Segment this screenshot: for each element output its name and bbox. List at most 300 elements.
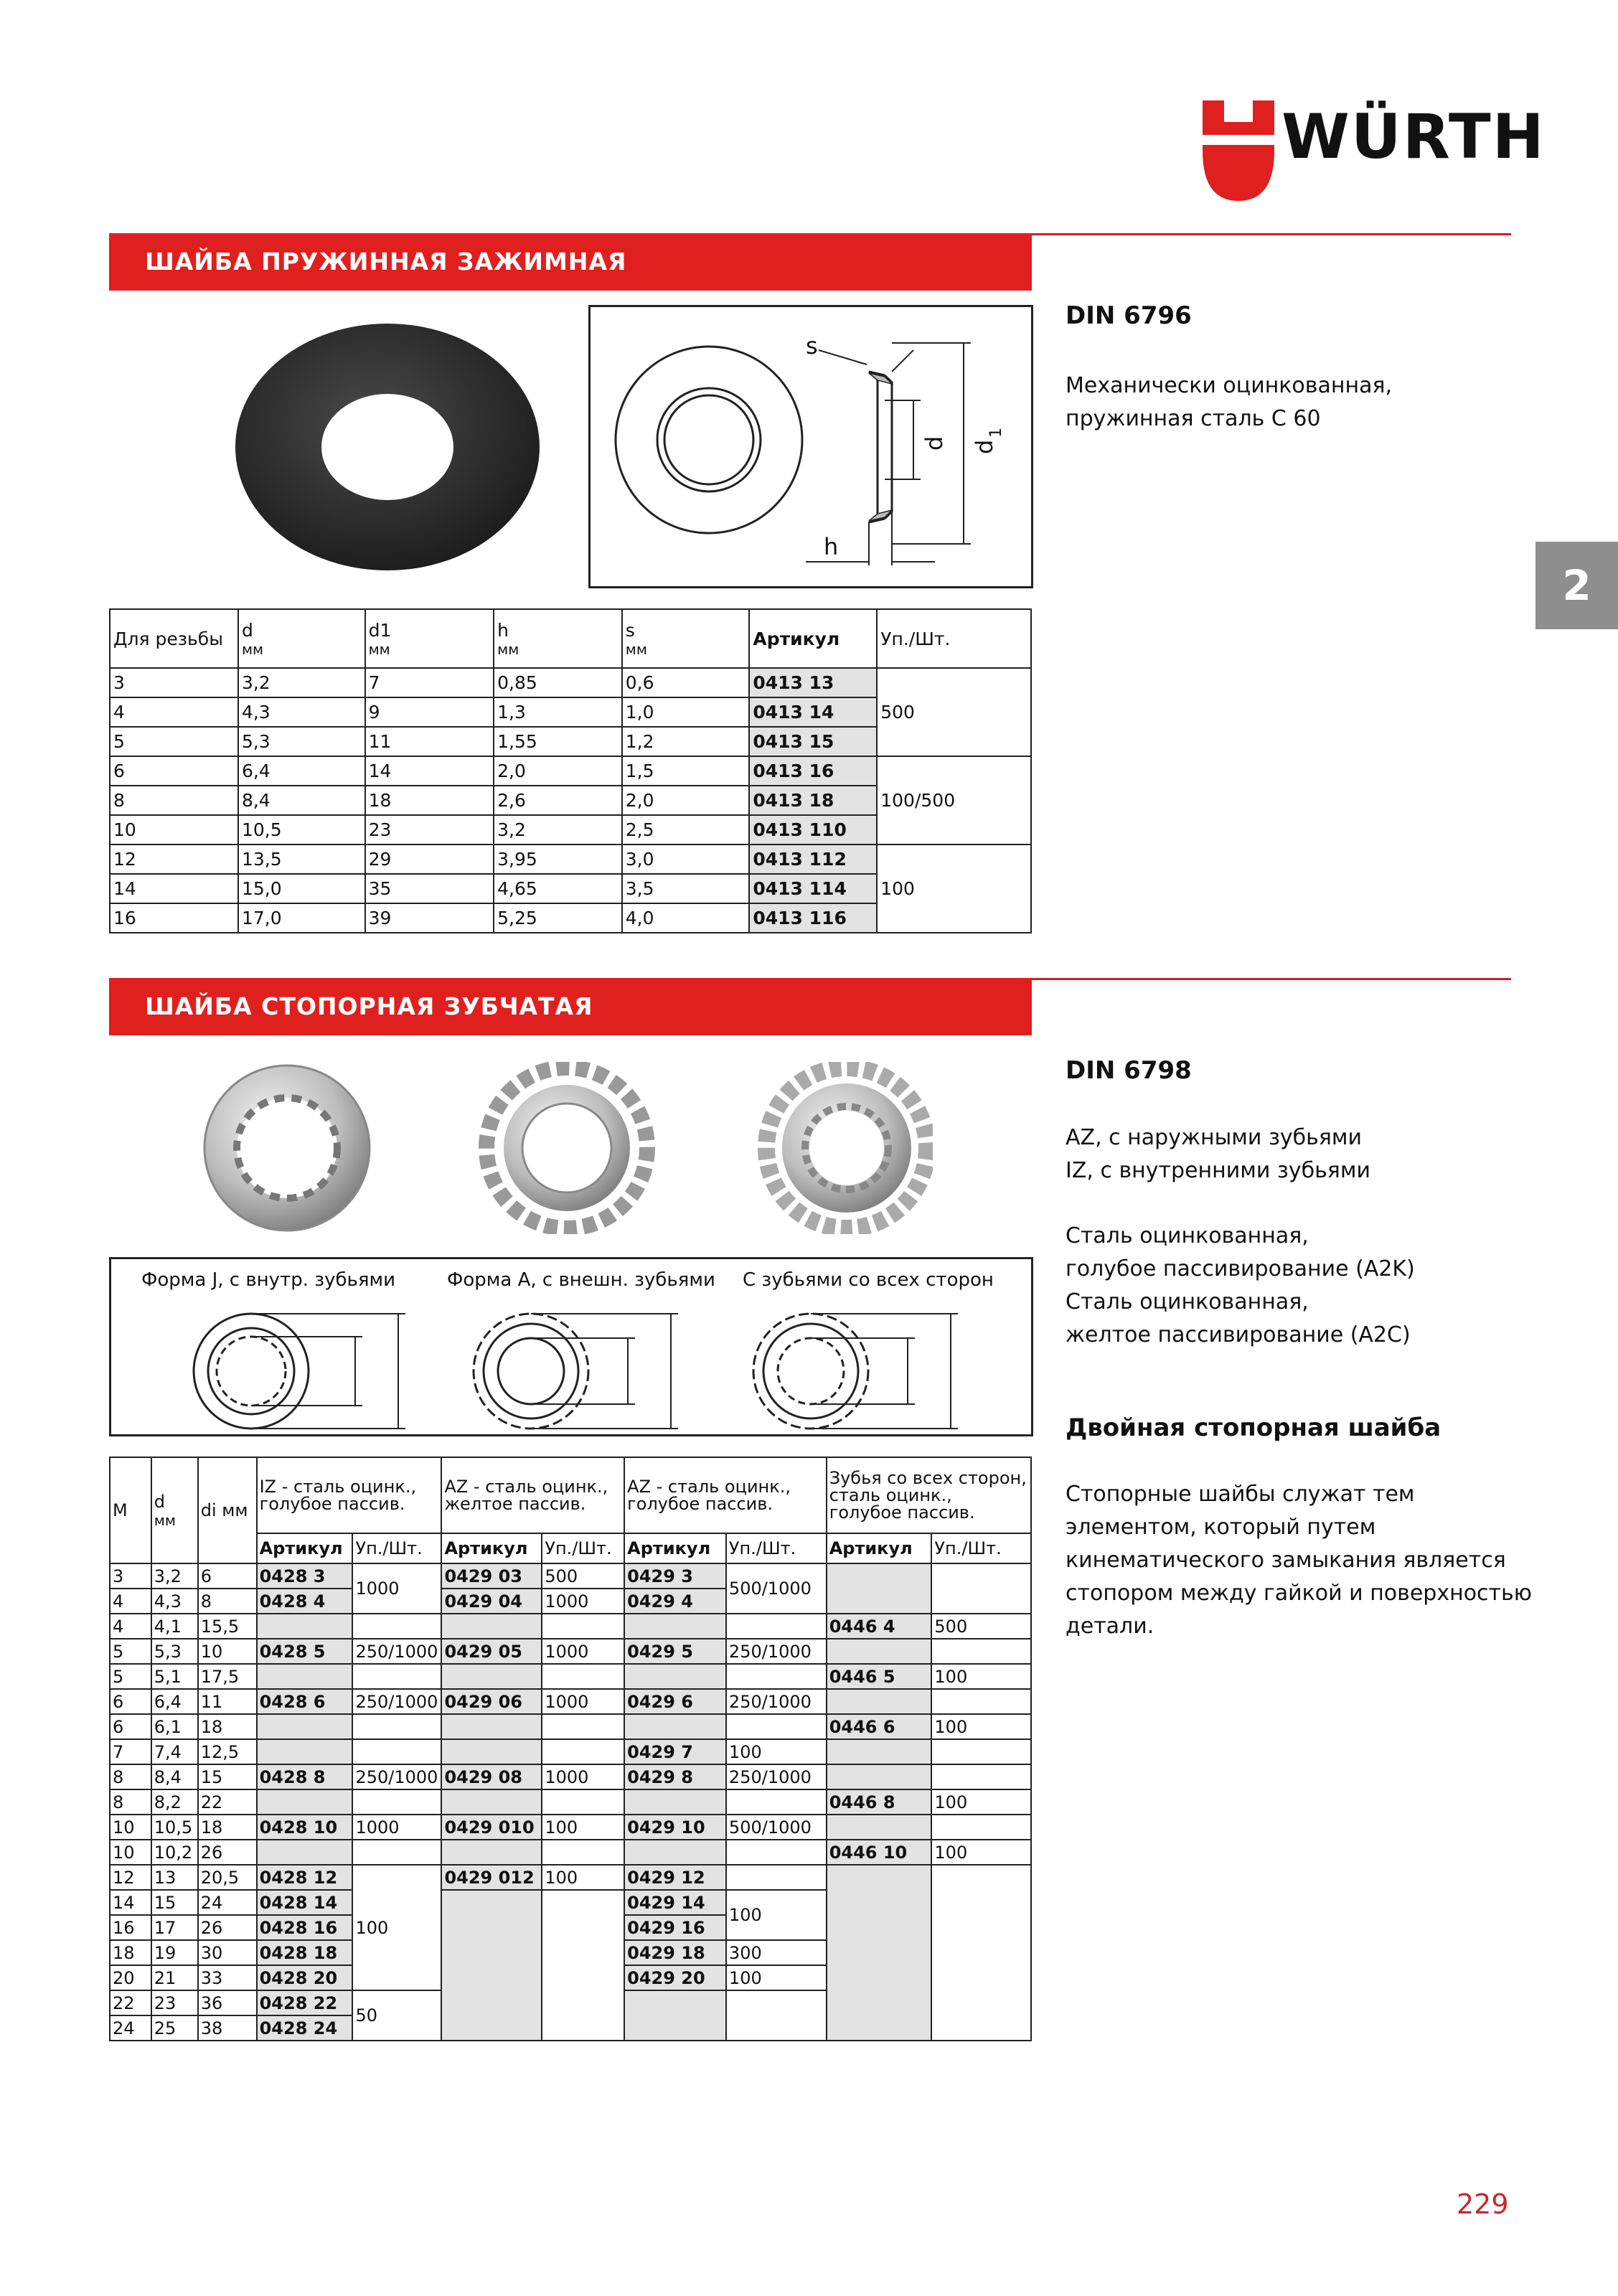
table-cell: 24 — [198, 1890, 257, 1915]
drawing-label-s: s — [806, 332, 818, 359]
table-cell — [931, 1639, 1031, 1664]
table-cell — [352, 1840, 441, 1865]
table-cell: 14 — [110, 1890, 151, 1915]
table-cell: 12 — [110, 844, 238, 874]
table-cell: 0428 16 — [257, 1915, 353, 1940]
table-cell: 1,3 — [494, 697, 622, 727]
table-cell: 250/1000 — [726, 1639, 827, 1664]
table-cell: 30 — [198, 1940, 257, 1965]
table-cell: 0,85 — [494, 668, 622, 697]
table-cell — [726, 1714, 827, 1739]
table-cell: 10,5 — [151, 1815, 198, 1840]
section1-rule — [1032, 233, 1511, 235]
table-row — [110, 1689, 1031, 1714]
table-cell: 15,0 — [238, 874, 365, 903]
header-group-az-yellow: AZ - сталь оцинк., желтое пассив. — [441, 1457, 624, 1533]
table-cell — [624, 1840, 726, 1865]
table-cell: 4 — [110, 1589, 151, 1614]
table-cell: 4,3 — [238, 697, 365, 727]
drawing-label-d1: d — [971, 439, 998, 454]
table-cell: 17 — [151, 1915, 198, 1940]
table-cell: 14 — [365, 756, 494, 786]
table-cell — [352, 1714, 441, 1739]
table-cell: Артикул — [827, 1533, 932, 1563]
table-cell: 0428 22 — [257, 1990, 353, 2015]
drawing-label-d1-sub: 1 — [987, 428, 1005, 438]
table-cell — [624, 1614, 726, 1639]
table-cell: 19 — [151, 1940, 198, 1965]
table-cell — [726, 1614, 827, 1639]
table-cell: 8 — [110, 786, 238, 815]
table-cell: 11 — [365, 727, 494, 756]
lock-washer-photos — [201, 1062, 933, 1234]
table-cell — [726, 1990, 827, 2041]
table-cell: 8,2 — [151, 1789, 198, 1815]
table-cell: 1000 — [542, 1639, 624, 1664]
table-cell: 2,5 — [622, 815, 750, 844]
table-cell: 38 — [198, 2015, 257, 2041]
table-cell — [352, 1789, 441, 1815]
table-cell: 3,0 — [622, 844, 750, 874]
section1-desc-line: Механически оцинкованная, — [1066, 373, 1393, 398]
desc-line: стопором между гайкой и поверхностью — [1066, 1581, 1532, 1606]
table-cell: 0428 8 — [257, 1764, 353, 1789]
desc-line: элементом, который путем — [1066, 1515, 1376, 1540]
table-cell: 0429 3 — [624, 1563, 726, 1589]
table-cell: 22 — [110, 1990, 151, 2015]
table-cell: 29 — [365, 844, 494, 874]
table-cell: 4 — [110, 697, 238, 727]
header-article: Артикул — [749, 609, 877, 668]
type-line: IZ, с внутренними зубьями — [1066, 1158, 1370, 1183]
drawing-label-h: h — [824, 533, 839, 560]
header-group-iz: IZ - сталь оцинк., голубое пассив. — [257, 1457, 442, 1533]
table-cell: 250/1000 — [726, 1764, 827, 1789]
table-cell: 3,2 — [494, 815, 622, 844]
table-cell: 0429 06 — [441, 1689, 542, 1714]
table-cell: 10 — [110, 1815, 151, 1840]
section2-rule — [1032, 978, 1511, 980]
table-cell: 0429 6 — [624, 1689, 726, 1714]
table-cell: 500/1000 — [726, 1563, 827, 1614]
table-cell: 250/1000 — [352, 1639, 441, 1664]
table-cell — [827, 1865, 932, 2041]
table-cell: 1,0 — [622, 697, 750, 727]
table-cell: 8 — [198, 1589, 257, 1614]
table-cell: 20 — [110, 1965, 151, 1990]
table-cell: 0413 18 — [749, 786, 877, 815]
lock-washer-forms-drawing — [109, 1257, 1033, 1436]
table-cell: 4,3 — [151, 1589, 198, 1614]
table-row — [110, 1664, 1031, 1689]
table-cell: 3,5 — [622, 874, 750, 903]
table-row — [110, 1563, 1031, 1589]
table-cell: 100 — [542, 1865, 624, 1890]
table-cell — [931, 1764, 1031, 1789]
table-cell — [931, 1815, 1031, 1840]
pack-cell: 100/500 — [877, 756, 1031, 844]
table-cell: 8 — [110, 1789, 151, 1815]
table-cell: 500 — [542, 1563, 624, 1589]
table-cell: 36 — [198, 1990, 257, 2015]
table-cell: 1000 — [542, 1689, 624, 1714]
section2-din: DIN 6798 — [1066, 1056, 1192, 1085]
table-cell: 4,65 — [494, 874, 622, 903]
table-cell: 0413 14 — [749, 697, 877, 727]
table-cell: 24 — [110, 2015, 151, 2041]
table-cell: 0413 16 — [749, 756, 877, 786]
table-cell — [827, 1739, 932, 1764]
pack-cell: 100 — [877, 844, 1031, 933]
table-cell: 13,5 — [238, 844, 365, 874]
table-cell: 8,4 — [151, 1764, 198, 1789]
wurth-logo-mark-icon — [1203, 100, 1274, 201]
table-cell: 100 — [352, 1865, 441, 1990]
table-cell — [441, 1840, 542, 1865]
table-cell: 0413 114 — [749, 874, 877, 903]
header-s: s мм — [622, 609, 750, 668]
material-line: голубое пассивирование (A2K) — [1066, 1256, 1415, 1281]
table-cell: 5 — [110, 1664, 151, 1689]
table-cell: 3,95 — [494, 844, 622, 874]
table-header-row — [110, 1457, 1031, 1533]
table-cell: 26 — [198, 1840, 257, 1865]
table-cell: 4 — [110, 1614, 151, 1639]
material-line: Сталь оцинкованная, — [1066, 1289, 1309, 1314]
table-cell: 0429 4 — [624, 1589, 726, 1614]
table-row — [110, 1815, 1031, 1840]
table-cell — [441, 1614, 542, 1639]
table-cell: 6,4 — [151, 1689, 198, 1714]
table-cell — [257, 1789, 353, 1815]
table-cell: Уп./Шт. — [726, 1533, 827, 1563]
desc-line: кинематического замыкания является — [1066, 1548, 1506, 1573]
table-cell — [441, 1739, 542, 1764]
table-cell: 2,6 — [494, 786, 622, 815]
table-cell: 500 — [931, 1614, 1031, 1639]
table-cell: 13 — [151, 1865, 198, 1890]
table-header-row — [110, 609, 1031, 668]
header-h: h мм — [494, 609, 622, 668]
table-cell: Уп./Шт. — [542, 1533, 624, 1563]
section2-types — [1066, 1121, 1370, 1187]
washer-photo-external — [486, 1068, 647, 1228]
form-j-label: Форма J, с внутр. зубьями — [141, 1269, 395, 1291]
table-cell: 0428 14 — [257, 1890, 353, 1915]
table-row — [110, 1714, 1031, 1739]
table-cell: 3,2 — [151, 1563, 198, 1589]
table-cell — [827, 1815, 932, 1840]
table-cell: 7,4 — [151, 1739, 198, 1764]
table-cell: 35 — [365, 874, 494, 903]
spring-washer-photo — [230, 319, 545, 578]
wurth-logo-text: WÜRTH — [1281, 101, 1546, 173]
table-cell: 0446 5 — [827, 1664, 932, 1689]
table-cell: 0446 4 — [827, 1614, 932, 1639]
table-cell: 50 — [352, 1990, 441, 2041]
table-cell: 10 — [198, 1639, 257, 1664]
drawing-label-d: d — [921, 436, 948, 451]
washer-photo-internal — [204, 1065, 370, 1231]
table-cell: 2,0 — [494, 756, 622, 786]
table-cell — [352, 1739, 441, 1764]
table-cell: 500/1000 — [726, 1815, 827, 1840]
material-line: желтое пассивирование (A2C) — [1066, 1322, 1411, 1347]
table-cell: 5,3 — [238, 727, 365, 756]
spring-washer-drawing — [588, 305, 1033, 588]
table-cell: 300 — [726, 1940, 827, 1965]
table-cell — [441, 1789, 542, 1815]
table-cell: 6 — [110, 1689, 151, 1714]
table-cell: 0429 5 — [624, 1639, 726, 1664]
double-washer-title: Двойная стопорная шайба — [1066, 1413, 1441, 1442]
header-pack: Уп./Шт. — [877, 609, 1031, 668]
table-cell — [624, 1789, 726, 1815]
table-cell — [931, 1739, 1031, 1764]
table-cell: 7 — [365, 668, 494, 697]
table-cell — [542, 1714, 624, 1739]
table-cell: 1,5 — [622, 756, 750, 786]
section2-materials — [1066, 1220, 1415, 1352]
table-cell — [257, 1664, 353, 1689]
table-cell: 0428 6 — [257, 1689, 353, 1714]
table-cell: 5,1 — [151, 1664, 198, 1689]
table-row — [110, 1614, 1031, 1639]
table-cell: 0428 10 — [257, 1815, 353, 1840]
table-cell: 12,5 — [198, 1739, 257, 1764]
table-cell: 10 — [110, 815, 238, 844]
table-cell: Артикул — [441, 1533, 542, 1563]
table-cell: 4,1 — [151, 1614, 198, 1639]
table-cell — [624, 1664, 726, 1689]
table-cell: 20,5 — [198, 1865, 257, 1890]
table-cell: 5,25 — [494, 903, 622, 933]
table-cell: 6,1 — [151, 1714, 198, 1739]
section2-title: ШАЙБА СТОПОРНАЯ ЗУБЧАТАЯ — [109, 978, 1032, 1035]
table-cell: 9 — [365, 697, 494, 727]
table-cell: 6 — [110, 1714, 151, 1739]
table-cell: 6 — [198, 1563, 257, 1589]
table-cell: 14 — [110, 874, 238, 903]
table-cell: 10,2 — [151, 1840, 198, 1865]
table-row — [110, 668, 1031, 697]
table-cell: 100 — [726, 1739, 827, 1764]
lock-washer-table — [109, 1457, 1032, 2041]
table-cell: 1000 — [542, 1764, 624, 1789]
table-row — [110, 756, 1031, 786]
table-cell — [624, 1990, 726, 2041]
table-cell — [726, 1789, 827, 1815]
table-cell: 100 — [931, 1789, 1031, 1815]
table-cell: 0429 03 — [441, 1563, 542, 1589]
table-cell — [726, 1840, 827, 1865]
table-cell: 0413 116 — [749, 903, 877, 933]
table-cell: 25 — [151, 2015, 198, 2041]
table-cell — [827, 1639, 932, 1664]
table-cell: Уп./Шт. — [931, 1533, 1031, 1563]
table-cell — [931, 1865, 1031, 2041]
table-cell: 0429 010 — [441, 1815, 542, 1840]
header-group-az-blue: AZ - сталь оцинк., голубое пассив. — [624, 1457, 827, 1533]
table-cell: 39 — [365, 903, 494, 933]
table-cell: 15 — [151, 1890, 198, 1915]
table-cell: 250/1000 — [726, 1689, 827, 1714]
table-cell: 15,5 — [198, 1614, 257, 1639]
desc-line: Стопорные шайбы служат тем — [1066, 1482, 1415, 1507]
table-cell: 0413 13 — [749, 668, 877, 697]
table-cell: 0413 110 — [749, 815, 877, 844]
table-cell: 0429 18 — [624, 1940, 726, 1965]
desc-line: детали. — [1066, 1614, 1154, 1639]
table-cell: 16 — [110, 1915, 151, 1940]
table-cell — [257, 1714, 353, 1739]
table-cell: 22 — [198, 1789, 257, 1815]
page-number: 229 — [1457, 2188, 1509, 2220]
table-cell: 0413 15 — [749, 727, 877, 756]
header-thread: Для резьбы — [110, 609, 238, 668]
section1-description — [1066, 370, 1392, 436]
table-cell: 16 — [110, 903, 238, 933]
table-cell — [542, 1890, 624, 2041]
header-group-all: Зубья со всех сторон, сталь оцинк., голубое пассив. — [827, 1457, 1031, 1533]
table-cell: 11 — [198, 1689, 257, 1714]
pack-cell: 500 — [877, 668, 1031, 756]
table-cell: 18 — [198, 1815, 257, 1840]
chapter-tab: 2 — [1535, 542, 1618, 629]
form-a-label: Форма А, с внешн. зубьями — [447, 1269, 715, 1291]
table-cell — [257, 1614, 353, 1639]
table-cell: Артикул — [624, 1533, 726, 1563]
wurth-logo — [1203, 100, 1546, 201]
table-cell: 1,55 — [494, 727, 622, 756]
table-cell — [352, 1614, 441, 1639]
table-cell: 3 — [110, 668, 238, 697]
table-cell: 0429 05 — [441, 1639, 542, 1664]
spring-washer-table — [109, 608, 1032, 933]
forms-drawing-icon — [111, 1302, 1031, 1434]
table-cell: 0429 8 — [624, 1764, 726, 1789]
table-cell: 0428 3 — [257, 1563, 353, 1589]
table-row — [110, 1789, 1031, 1815]
table-row — [110, 1840, 1031, 1865]
table-cell: Артикул — [257, 1533, 353, 1563]
table-cell — [827, 1764, 932, 1789]
table-cell — [624, 1714, 726, 1739]
table-cell: 18 — [198, 1714, 257, 1739]
table-cell: 10,5 — [238, 815, 365, 844]
table-row — [110, 1739, 1031, 1764]
washer-photo-double — [766, 1068, 927, 1228]
table-cell: 23 — [151, 1990, 198, 2015]
table-cell — [931, 1689, 1031, 1714]
header-di: di мм — [198, 1457, 257, 1563]
table-cell: 100 — [931, 1840, 1031, 1865]
table-cell — [542, 1789, 624, 1815]
table-cell — [827, 1689, 932, 1714]
table-cell — [441, 1890, 542, 2041]
table-cell — [257, 1840, 353, 1865]
table-cell: 10 — [110, 1840, 151, 1865]
section1-desc-line: пружинная сталь С 60 — [1066, 406, 1321, 431]
header-d: d мм — [238, 609, 365, 668]
table-cell: 0429 7 — [624, 1739, 726, 1764]
table-cell: 100 — [726, 1890, 827, 1940]
table-cell: 0446 8 — [827, 1789, 932, 1815]
table-cell: 100 — [931, 1664, 1031, 1689]
header-d1: d1 мм — [365, 609, 494, 668]
table-cell: 5,3 — [151, 1639, 198, 1664]
section1-din: DIN 6796 — [1066, 301, 1192, 330]
table-cell: 0428 20 — [257, 1965, 353, 1990]
table-cell — [931, 1563, 1031, 1614]
table-cell — [352, 1664, 441, 1689]
table-cell: 4,0 — [622, 903, 750, 933]
table-cell: 23 — [365, 815, 494, 844]
table-cell: 12 — [110, 1865, 151, 1890]
table-cell: 26 — [198, 1915, 257, 1940]
table-cell: 0429 12 — [624, 1865, 726, 1890]
table-row — [110, 844, 1031, 874]
table-cell: 18 — [110, 1940, 151, 1965]
table-cell: 6,4 — [238, 756, 365, 786]
table-cell: 17,0 — [238, 903, 365, 933]
section2-description — [1066, 1478, 1532, 1643]
table-cell: 1000 — [352, 1815, 441, 1840]
table-cell: 5 — [110, 1639, 151, 1664]
table-cell: 100 — [542, 1815, 624, 1840]
table-cell: 0429 20 — [624, 1965, 726, 1990]
table-cell: 3 — [110, 1563, 151, 1589]
table-cell: 0428 4 — [257, 1589, 353, 1614]
table-cell — [441, 1714, 542, 1739]
table-cell: 8 — [110, 1764, 151, 1789]
spring-washer-drawing-icon — [591, 307, 1031, 586]
table-cell: 0,6 — [622, 668, 750, 697]
table-cell: 0413 112 — [749, 844, 877, 874]
table-cell: 21 — [151, 1965, 198, 1990]
table-cell — [542, 1840, 624, 1865]
table-cell: 1,2 — [622, 727, 750, 756]
table-cell: 3,2 — [238, 668, 365, 697]
table-cell — [542, 1614, 624, 1639]
table-cell: 6 — [110, 756, 238, 786]
table-cell: 0429 08 — [441, 1764, 542, 1789]
header-d: d мм — [151, 1457, 198, 1563]
table-cell: 0429 04 — [441, 1589, 542, 1614]
section1-title: ШАЙБА ПРУЖИННАЯ ЗАЖИМНАЯ — [109, 233, 1032, 291]
table-cell — [542, 1739, 624, 1764]
table-row — [110, 1865, 1031, 1890]
table-cell: 250/1000 — [352, 1689, 441, 1714]
table-cell: 250/1000 — [352, 1764, 441, 1789]
table-cell: 0429 16 — [624, 1915, 726, 1940]
table-cell: 1000 — [352, 1563, 441, 1614]
table-cell: 5 — [110, 727, 238, 756]
table-cell: 2,0 — [622, 786, 750, 815]
table-cell: 0429 14 — [624, 1890, 726, 1915]
table-cell — [441, 1664, 542, 1689]
table-cell: 18 — [365, 786, 494, 815]
table-row — [110, 1764, 1031, 1789]
table-cell: 15 — [198, 1764, 257, 1789]
table-cell: Уп./Шт. — [352, 1533, 441, 1563]
table-cell: 1000 — [542, 1589, 624, 1614]
type-line: AZ, с наружными зубьями — [1066, 1125, 1363, 1150]
table-cell: 8,4 — [238, 786, 365, 815]
material-line: Сталь оцинкованная, — [1066, 1223, 1309, 1248]
table-cell: 0446 10 — [827, 1840, 932, 1865]
table-cell: 7 — [110, 1739, 151, 1764]
